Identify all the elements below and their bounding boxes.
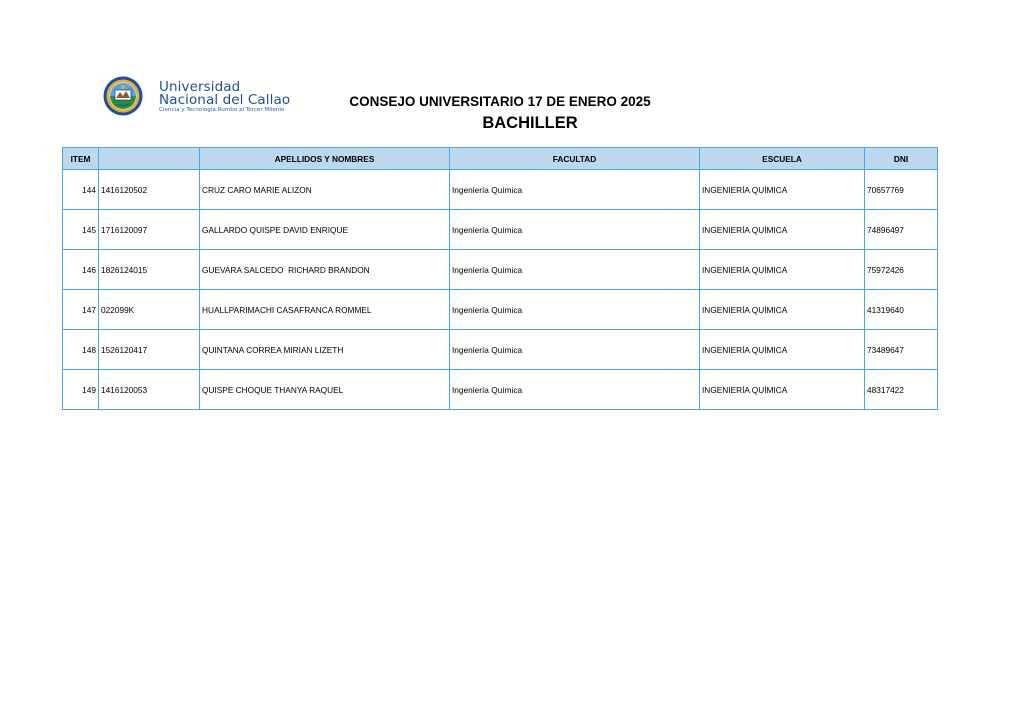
cell-faculty: Ingeniería Química — [450, 330, 700, 370]
cell-faculty: Ingeniería Química — [450, 250, 700, 290]
column-header-name: APELLIDOS Y NOMBRES — [200, 148, 450, 170]
cell-faculty: Ingeniería Química — [450, 210, 700, 250]
cell-item: 144 — [63, 170, 99, 210]
cell-name: GUEVARA SALCEDO RICHARD BRANDON — [200, 250, 450, 290]
university-seal-icon — [103, 76, 143, 116]
logo-tagline: Ciencia y Tecnología Rumbo al Tercer Milenio — [159, 107, 285, 113]
column-header-faculty: FACULTAD — [450, 148, 700, 170]
cell-dni: 73489647 — [865, 330, 938, 370]
cell-school: INGENIERÍA QUÍMICA — [700, 250, 865, 290]
cell-name: CRUZ CARO MARIE ALIZON — [200, 170, 450, 210]
graduates-table — [62, 147, 938, 410]
cell-code: 1526120417 — [99, 330, 200, 370]
table-row — [63, 370, 938, 410]
cell-name: HUALLPARIMACHI CASAFRANCA ROMMEL — [200, 290, 450, 330]
table-row — [63, 210, 938, 250]
cell-name: QUINTANA CORREA MIRIAN LIZETH — [200, 330, 450, 370]
cell-code: 1416120502 — [99, 170, 200, 210]
cell-code: 1716120097 — [99, 210, 200, 250]
page-title: CONSEJO UNIVERSITARIO 17 DE ENERO 2025 — [349, 94, 651, 109]
page-subtitle: BACHILLER — [482, 114, 578, 132]
table-row — [63, 250, 938, 290]
table-row — [63, 330, 938, 370]
column-header-code — [99, 148, 200, 170]
table-row — [63, 290, 938, 330]
cell-name: QUISPE CHOQUE THANYA RAQUEL — [200, 370, 450, 410]
cell-code: 1826124015 — [99, 250, 200, 290]
logo-name-line2: Nacional del Callao — [159, 92, 291, 108]
cell-faculty: Ingeniería Química — [450, 370, 700, 410]
cell-code: 1416120053 — [99, 370, 200, 410]
cell-school: INGENIERÍA QUÍMICA — [700, 170, 865, 210]
column-header-item: ITEM — [63, 148, 99, 170]
table-row — [63, 170, 938, 210]
cell-dni: 74896497 — [865, 210, 938, 250]
logo-name-line1: Universidad — [159, 79, 241, 95]
cell-item: 149 — [63, 370, 99, 410]
cell-school: INGENIERÍA QUÍMICA — [700, 370, 865, 410]
cell-faculty: Ingeniería Química — [450, 290, 700, 330]
university-logo — [103, 76, 313, 116]
cell-item: 146 — [63, 250, 99, 290]
table-header-row — [63, 148, 938, 170]
cell-name: GALLARDO QUISPE DAVID ENRIQUE — [200, 210, 450, 250]
cell-dni: 48317422 — [865, 370, 938, 410]
cell-item: 148 — [63, 330, 99, 370]
cell-faculty: Ingeniería Química — [450, 170, 700, 210]
cell-dni: 41319640 — [865, 290, 938, 330]
column-header-school: ESCUELA — [700, 148, 865, 170]
cell-item: 147 — [63, 290, 99, 330]
cell-school: INGENIERÍA QUÍMICA — [700, 290, 865, 330]
cell-school: INGENIERÍA QUÍMICA — [700, 210, 865, 250]
cell-code: 022099K — [99, 290, 200, 330]
cell-item: 145 — [63, 210, 99, 250]
cell-school: INGENIERÍA QUÍMICA — [700, 330, 865, 370]
cell-dni: 75972426 — [865, 250, 938, 290]
column-header-dni: DNI — [865, 148, 938, 170]
cell-dni: 70657769 — [865, 170, 938, 210]
